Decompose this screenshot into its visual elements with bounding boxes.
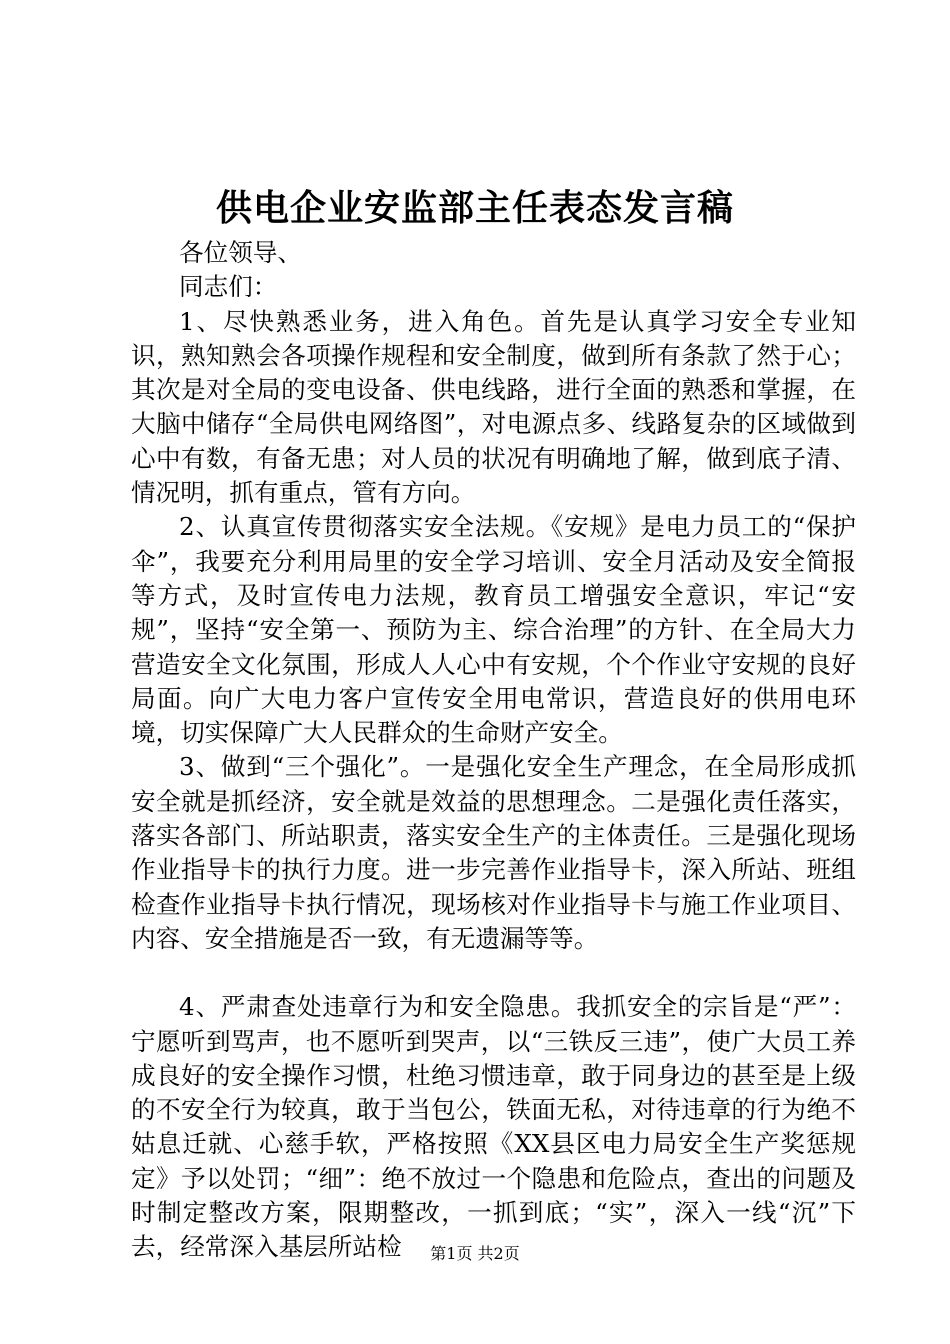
paragraph-1: 1、尽快熟悉业务，进入角色。首先是认真学习安全专业知识，熟知熟会各项操作规程和安全制度，做到所有条款了然于心；其次是对全局的变电设备、供电线路，进行全面的熟悉和掌握，在大脑中储存“全局供电网络图”，对电源点多、线路复杂的区域做到心中有数，有备无患；对人员的状况有明确地了解，做到底子清、情况明，抓有重点，管有方向。: [131, 306, 856, 508]
salutation-comrades: 同志们：: [179, 272, 278, 302]
page-number-footer: 第1页 共2页: [430, 1244, 520, 1263]
paragraph-4: 4、严肃查处违章行为和安全隐患。我抓安全的宗旨是“严”：宁愿听到骂声，也不愿听到哭声，以“三铁反三违”，使广大员工养成良好的安全操作习惯，杜绝习惯违章，敢于同身边的甚至是上级的不安全行为较真，敢于当包公，铁面无私，对待违章的行为绝不姑息迁就、心慈手软，严格按照《XX县区电力局安全生产奖惩规定》予以处罚；“细”：绝不放过一个隐患和危险点，查出的问题及时制定整改方案，限期整改，一抓到底；“实”，深入一线“沉”下去，经常深入基层所站检: [131, 992, 856, 1262]
paragraph-spacer: [131, 956, 856, 990]
document-title: 供电企业安监部主任表态发言稿: [215, 187, 734, 229]
paragraph-3: 3、做到“三个强化”。一是强化安全生产理念，在全局形成抓安全就是抓经济，安全就是效益的思想理念。二是强化责任落实，落实各部门、所站职责，落实安全生产的主体责任。三是强化现场作业指导卡的执行力度。进一步完善作业指导卡，深入所站、班组检查作业指导卡执行情况，现场核对作业指导卡与施工作业项目、内容、安全措施是否一致，有无遗漏等等。: [131, 752, 856, 953]
paragraph-2: 2、认真宣传贯彻落实安全法规。《安规》是电力员工的“保护伞”，我要充分利用局里的安全学习培训、安全月活动及安全简报等方式，及时宣传电力法规，教育员工增强安全意识，牢记“安规”，坚持“安全第一、预防为主、综合治理”的方针、在全局大力营造安全文化氛围，形成人人心中有安规，个个作业守安规的良好局面。向广大电力客户宣传安全用电常识，营造良好的供用电环境，切实保障广大人民群众的生命财产安全。: [131, 512, 856, 748]
salutation-leaders: 各位领导、: [179, 238, 302, 267]
document-body: [131, 236, 856, 1265]
